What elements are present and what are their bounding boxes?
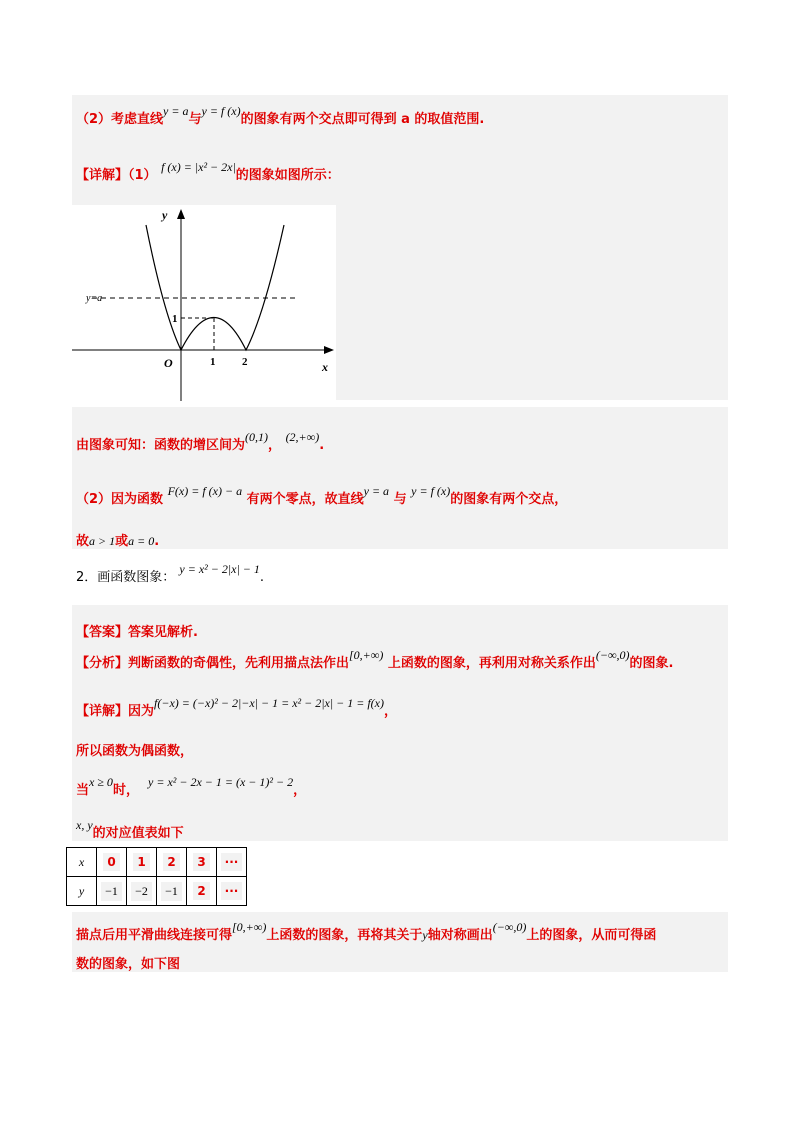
math-y-eq-a-2: y = a [363,484,390,498]
table-header-y: y [67,877,97,906]
table-cell: 2 [187,877,217,906]
origin-label: O [164,356,173,370]
math-interval-0-inf-2: [0,+∞) [232,920,267,934]
table-cell: 2 [157,848,187,877]
conclusion-line-1: 描点后用平滑曲线连接可得[0,+∞)上函数的图象，再将其关于y轴对称画出(−∞,0)上的图象，从而可得函 [76,920,657,943]
table-cell: 1 [127,848,157,877]
analysis-line: 【分析】判断函数的奇偶性，先利用描点法作出[0,+∞) 上函数的图象，再利用对称关系作出(−∞,0)的图象. [76,648,674,671]
table-row-y [67,877,247,906]
conclusion-line-2: 数的图象，如下图 [76,957,181,972]
case-line: 当x ≥ 0时， y = x² − 2x − 1 = (x − 1)² − 2， [76,775,307,798]
tick-label-1: 1 [210,356,216,368]
math-x-y: x, y [76,818,93,832]
math-interval-0-1: (0,1) [245,430,269,444]
table-caption: x, y的对应值表如下 [76,818,184,841]
math-interval-neginf-0-2: (−∞,0) [492,920,527,934]
value-table [66,847,247,906]
answer-line: 【答案】答案见解析. [76,625,198,640]
text-line-2: 【详解】（1） f (x) = |x² − 2x|的图象如图所示： [76,160,340,183]
y-axis-label: y [162,208,168,222]
table-cell: ··· [217,877,247,906]
math-question-function: y = x² − 2|x| − 1 [179,562,260,576]
math-y-axis: y [422,928,428,942]
table-cell: ··· [217,848,247,877]
detail-line: 【详解】因为f(−x) = (−x)² − 2|−x| − 1 = x² − 2|x| − 1 = f(x)， [76,696,397,719]
math-y-eq-fx: y = f (x) [201,104,241,118]
line-label: y=a [86,293,103,304]
math-completed-square: y = x² − 2x − 1 = (x − 1)² − 2 [148,775,294,789]
table-cell: 0 [97,848,127,877]
table-cell: −1 [157,877,187,906]
math-interval-2-inf: (2,+∞) [285,430,320,444]
even-function-line: 所以函数为偶函数， [76,744,194,759]
shaded-block-3 [72,605,728,841]
math-even-proof: f(−x) = (−x)² − 2|−x| − 1 = x² − 2|x| − 1 = f(x) [154,696,384,710]
text-line-4: （2）因为函数 F(x) = f (x) − a 有两个零点，故直线y = a 与 y = f (x)的图象有两个交点， [76,484,568,507]
math-x-ge-0: x ≥ 0 [89,775,113,789]
table-header-x: x [67,848,97,877]
text-line-5: 故a > 1或a = 0. [76,534,160,549]
table-cell: −2 [127,877,157,906]
math-y-eq-a: y = a [163,104,189,118]
math-interval-0-inf: [0,+∞) [349,648,384,662]
tick-label-y1: 1 [172,313,178,325]
text-line-3: 由图象可知：函数的增区间为(0,1)， (2,+∞). [76,430,325,453]
tick-label-2: 2 [242,356,248,368]
table-cell: 3 [187,848,217,877]
math-interval-neginf-0: (−∞,0) [595,648,630,662]
question-2: 2．画函数图象： y = x² − 2|x| − 1. [76,562,265,585]
text-line-1: （2）考虑直线y = a与y = f (x)的图象有两个交点即可得到 a 的取值范围. [76,104,485,127]
function-graph [72,205,336,401]
table-cell: −1 [97,877,127,906]
x-axis-label: x [322,360,328,374]
math-a-gt-1: a > 1 [89,534,116,548]
shaded-block-2 [72,407,728,549]
math-fx-def: f (x) = |x² − 2x| [161,160,236,174]
math-y-eq-fx-2: y = f (x) [411,484,451,498]
math-a-eq-0: a = 0 [128,534,155,548]
table-row-x [67,848,247,877]
math-Fx-def: F(x) = f (x) − a [167,484,243,498]
